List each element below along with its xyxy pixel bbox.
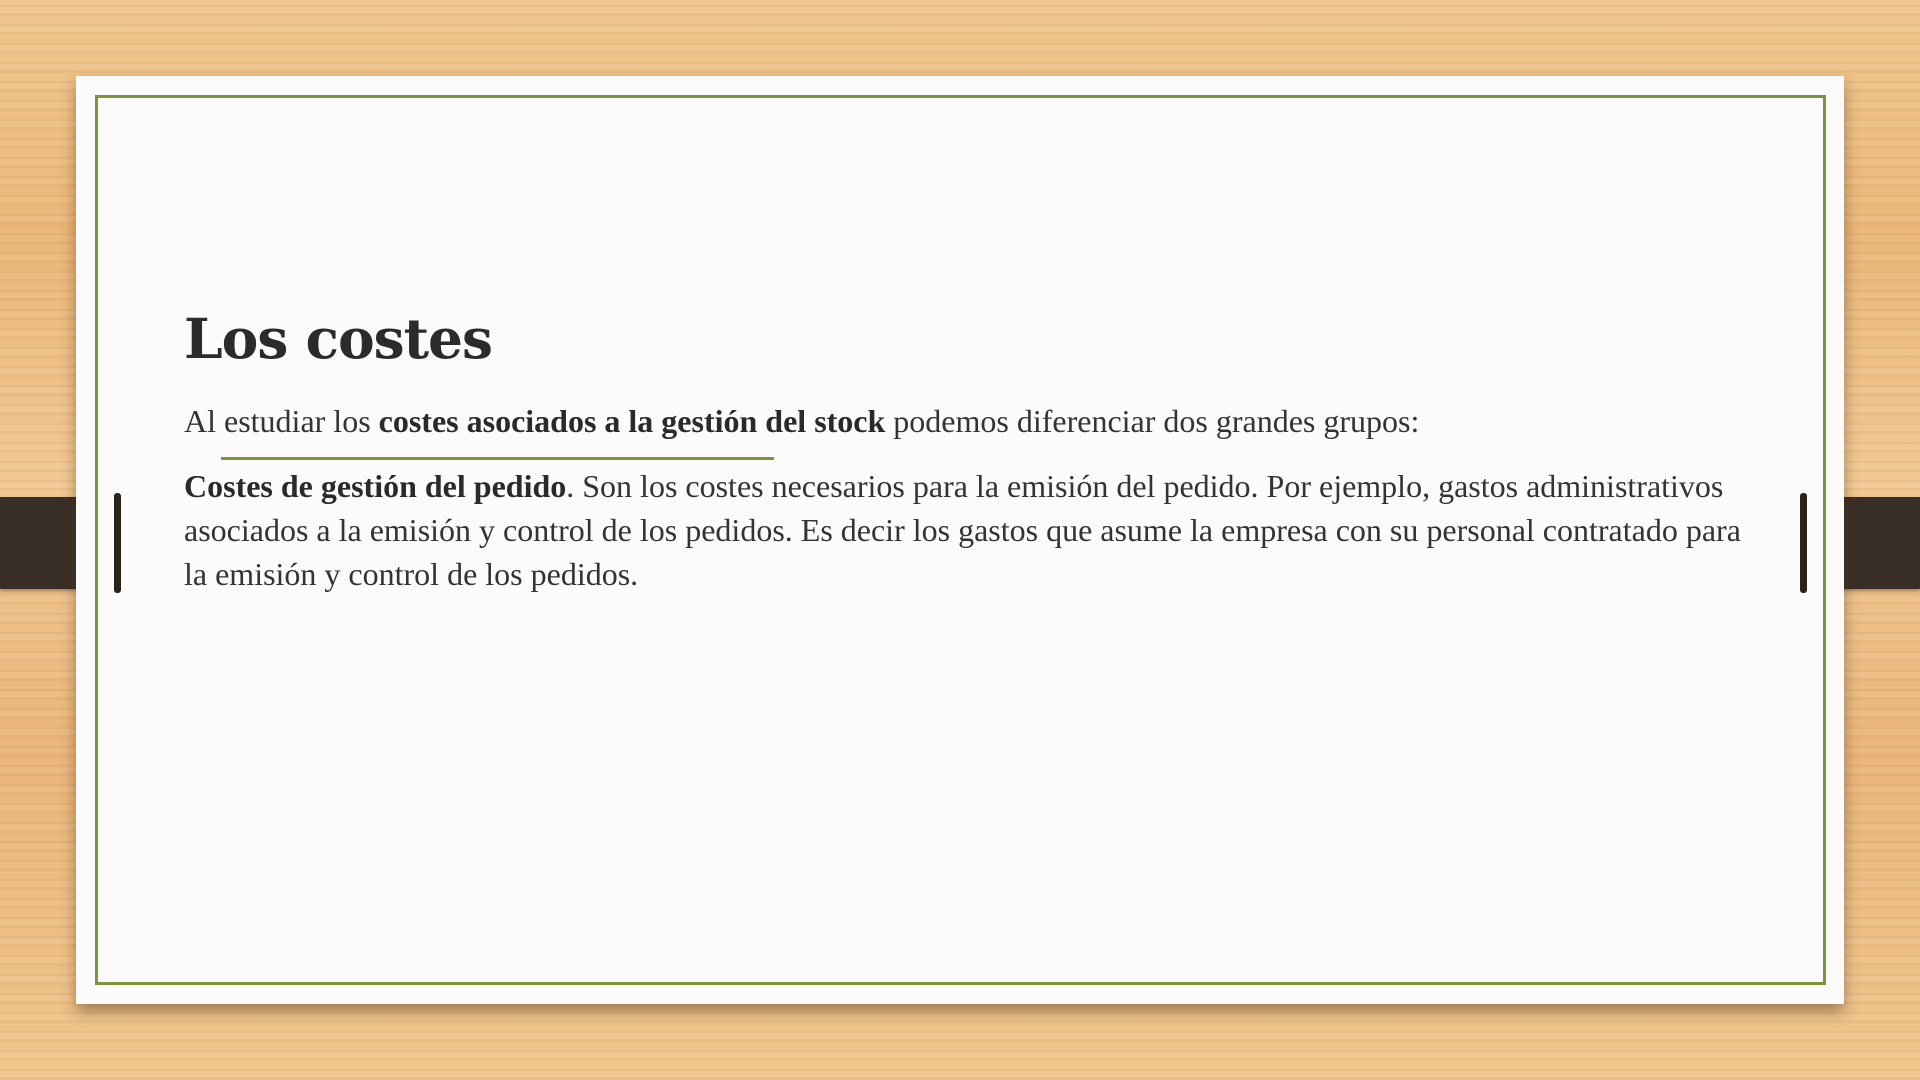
item-description: . Son los costes necesarios para la emisión del pedido. Por ejemplo, gastos administrativos asociados a la emisión y control de los pedidos. Es decir los gastos que asume la empresa con su personal contratado para la emisión y control de los pedidos. — [184, 468, 1741, 592]
intro-prefix: Al estudiar los — [184, 403, 379, 439]
right-strap-clip — [1800, 493, 1807, 593]
intro-bold-gestion: asociados a la gestión del stock — [458, 403, 886, 439]
accent-underline — [221, 457, 774, 460]
left-strap-clip — [114, 493, 121, 593]
intro-paragraph — [184, 403, 1804, 440]
item-paragraph — [184, 464, 1764, 596]
item-heading: Costes de gestión del pedido — [184, 468, 567, 504]
intro-bold-costes: costes — [378, 403, 459, 439]
intro-suffix: podemos diferenciar dos grandes grupos: — [885, 403, 1420, 439]
slide-title: Los costes — [184, 306, 492, 371]
